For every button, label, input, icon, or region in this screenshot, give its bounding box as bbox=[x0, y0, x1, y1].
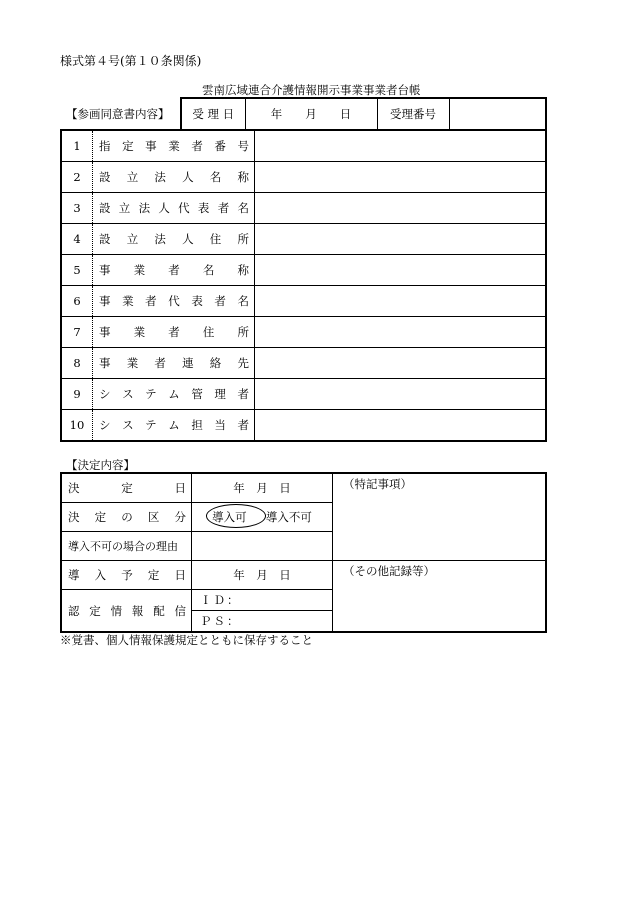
item-number: 1 bbox=[61, 130, 93, 162]
item-value-field[interactable] bbox=[255, 255, 547, 286]
category-label: 決 定 の 区 分 bbox=[61, 503, 192, 532]
selected-circle-mark bbox=[206, 504, 266, 528]
item-row bbox=[61, 130, 546, 162]
item-number: 5 bbox=[61, 255, 93, 286]
decision-section-label: 【決定内容】 bbox=[66, 458, 135, 472]
consent-section-label: 【参画同意書内容】 bbox=[66, 107, 170, 121]
id-field[interactable]: ＩＤ： bbox=[192, 590, 333, 611]
denial-reason-label: 導入不可の場合の理由 bbox=[61, 532, 192, 561]
item-value-field[interactable] bbox=[255, 193, 547, 224]
item-row bbox=[61, 162, 546, 193]
planned-date-field[interactable]: 年 月 日 bbox=[192, 561, 333, 590]
auth-info-label: 認 定 情 報 配 信 bbox=[61, 590, 192, 633]
planned-date-label: 導 入 予 定 日 bbox=[61, 561, 192, 590]
item-number: 6 bbox=[61, 286, 93, 317]
item-row bbox=[61, 317, 546, 348]
decision-date-field[interactable]: 年 月 日 bbox=[192, 473, 333, 503]
item-label: 事 業 者 名 称 bbox=[93, 255, 255, 286]
decision-date-label: 決 定 日 bbox=[61, 473, 192, 503]
item-number: 8 bbox=[61, 348, 93, 379]
item-label: 設 立 法 人 代 表 者 名 bbox=[93, 193, 255, 224]
item-number: 7 bbox=[61, 317, 93, 348]
item-number: 2 bbox=[61, 162, 93, 193]
option-allowed[interactable]: 導入可 bbox=[212, 509, 247, 525]
item-value-field[interactable] bbox=[255, 224, 547, 255]
item-value-field[interactable] bbox=[255, 410, 547, 442]
decision-table bbox=[60, 472, 547, 633]
item-label: 指 定 事 業 者 番 号 bbox=[93, 130, 255, 162]
receipt-date-label: 受 理 日 bbox=[192, 107, 235, 121]
item-label: 事 業 者 代 表 者 名 bbox=[93, 286, 255, 317]
item-value-field[interactable] bbox=[255, 162, 547, 193]
item-value-field[interactable] bbox=[255, 317, 547, 348]
item-label: 事 業 者 連 絡 先 bbox=[93, 348, 255, 379]
denial-reason-field[interactable] bbox=[192, 532, 333, 561]
item-number: 3 bbox=[61, 193, 93, 224]
item-label: シ ス テ ム 管 理 者 bbox=[93, 379, 255, 410]
item-row bbox=[61, 410, 546, 442]
item-value-field[interactable] bbox=[255, 379, 547, 410]
receipt-number-field[interactable] bbox=[449, 98, 546, 129]
document-title: 雲南広域連合介護情報開示事業事業者台帳 bbox=[202, 83, 421, 97]
other-records-cell[interactable] bbox=[333, 561, 547, 633]
item-label: 設 立 法 人 住 所 bbox=[93, 224, 255, 255]
item-number: 4 bbox=[61, 224, 93, 255]
item-number: 10 bbox=[61, 410, 93, 442]
item-value-field[interactable] bbox=[255, 348, 547, 379]
item-value-field[interactable] bbox=[255, 130, 547, 162]
item-row bbox=[61, 224, 546, 255]
item-label: 事 業 者 住 所 bbox=[93, 317, 255, 348]
item-row bbox=[61, 255, 546, 286]
receipt-number-label: 受理番号 bbox=[377, 98, 449, 129]
items-table bbox=[60, 129, 547, 442]
receipt-header-table bbox=[180, 97, 547, 129]
item-number: 9 bbox=[61, 379, 93, 410]
option-denied[interactable]: 導入不可 bbox=[265, 510, 312, 524]
form-number: 様式第４号(第１０条関係) bbox=[60, 54, 202, 68]
item-row bbox=[61, 193, 546, 224]
ps-field[interactable]: ＰＳ： bbox=[192, 611, 333, 633]
item-row bbox=[61, 348, 546, 379]
footnote: ※覚書、個人情報保護規定とともに保存すること bbox=[60, 633, 313, 647]
category-options bbox=[192, 503, 333, 532]
item-value-field[interactable] bbox=[255, 286, 547, 317]
item-label: 設 立 法 人 名 称 bbox=[93, 162, 255, 193]
special-notes-cell[interactable] bbox=[333, 473, 547, 561]
special-notes-label: （特記事項） bbox=[343, 477, 412, 491]
receipt-date-field[interactable]: 年 月 日 bbox=[245, 98, 377, 129]
other-records-label: （その他記録等） bbox=[343, 564, 435, 578]
item-label: シ ス テ ム 担 当 者 bbox=[93, 410, 255, 442]
item-row bbox=[61, 286, 546, 317]
item-row bbox=[61, 379, 546, 410]
